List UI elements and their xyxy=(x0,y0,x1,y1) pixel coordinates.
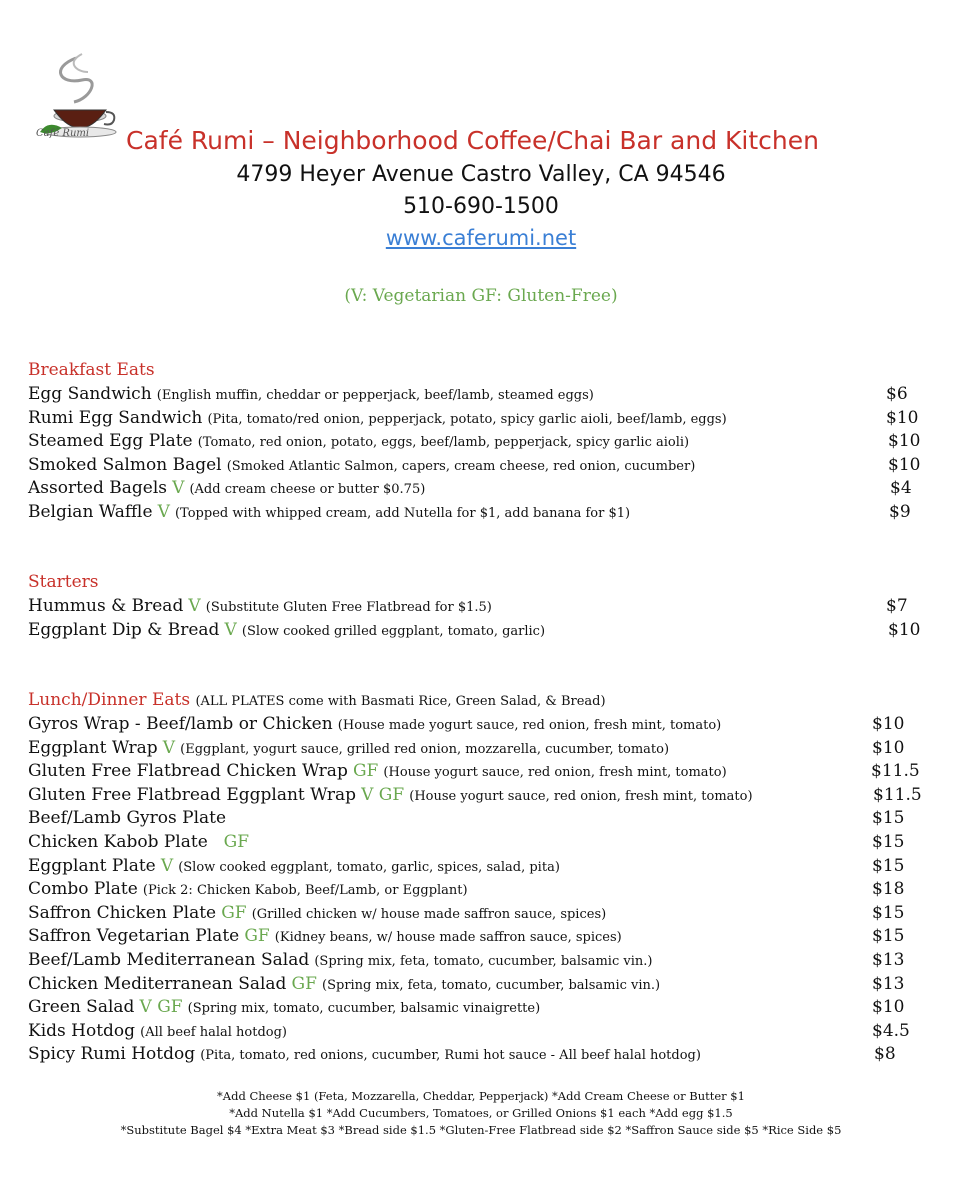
menu-item-description: (Eggplant, yogurt sauce, grilled red onion, mozzarella, cucumber, tomato) xyxy=(180,741,670,757)
menu-item-price: $9 xyxy=(889,502,911,522)
menu-item-name: Beef/Lamb Gyros Plate xyxy=(28,808,227,829)
menu-item-price: $11.5 xyxy=(873,784,922,805)
menu-item-description: (Kidney beans, w/ house made saffron sauce, spices) xyxy=(274,930,622,946)
menu-item-price: $13 xyxy=(872,950,905,970)
diet-legend: (V: Vegetarian GF: Gluten-Free) xyxy=(344,286,618,306)
diet-tag: V GF xyxy=(361,784,405,805)
menu-item xyxy=(28,830,249,854)
menu-item-description: (Pita, tomato/red onion, pepperjack, potato, spicy garlic aioli, beef/lamb, eggs) xyxy=(207,411,727,427)
menu-item-description: (House yogurt sauce, red onion, fresh mint, tomato) xyxy=(409,788,753,804)
menu-item-description: (Substitute Gluten Free Flatbread for $1.5) xyxy=(205,600,492,615)
menu-item-price: $10 xyxy=(888,431,921,452)
menu-item-price: $4.5 xyxy=(872,1020,910,1041)
menu-item-name: Chicken Kabob Plate xyxy=(28,832,208,852)
menu-item-description: (Smoked Atlantic Salmon, capers, cream cheese, red onion, cucumber) xyxy=(226,458,696,474)
menu-item-description: (All beef halal hotdog) xyxy=(140,1024,287,1040)
address: 4799 Heyer Avenue Castro Valley, CA 94546 xyxy=(236,162,726,187)
menu-item-name: Chicken Mediterranean Salad xyxy=(28,973,287,994)
menu-item xyxy=(28,901,606,925)
menu-item xyxy=(28,618,545,642)
menu-item-price: $10 xyxy=(872,997,905,1018)
diet-tag: GF xyxy=(244,926,270,947)
menu-item-name: Belgian Waffle xyxy=(28,502,153,522)
menu-item-description: (English muffin, cheddar or pepperjack, beef/lamb, steamed eggs) xyxy=(156,388,594,403)
menu-item-description: (Slow cooked grilled eggplant, tomato, garlic) xyxy=(241,624,546,639)
menu-item-price: $6 xyxy=(886,384,908,404)
diet-tag: V xyxy=(157,502,170,522)
addons-line-3: *Substitute Bagel $4 *Extra Meat $3 *Bread side $1.5 *Gluten-Free Flatbread side $2 *Saffron Sauce side $5 *Rice Side $5 xyxy=(120,1123,842,1137)
addons-line-2: *Add Nutella $1 *Add Cucumbers, Tomatoes, or Grilled Onions $1 each *Add egg $1.5 xyxy=(229,1106,733,1120)
menu-item xyxy=(28,1042,701,1066)
menu-item-name: Beef/Lamb Mediterranean Salad xyxy=(28,950,310,970)
menu-item xyxy=(28,594,492,618)
menu-item-description: (House yogurt sauce, red onion, fresh mint, tomato) xyxy=(383,765,727,781)
menu-item-name: Eggplant Dip & Bread xyxy=(28,620,220,640)
menu-item xyxy=(28,406,727,430)
menu-item-price: $15 xyxy=(872,832,905,852)
menu-item-name: Egg Sandwich xyxy=(28,384,152,404)
menu-item-name: Smoked Salmon Bagel xyxy=(28,454,222,475)
menu-item-name: Spicy Rumi Hotdog xyxy=(28,1044,196,1065)
diet-tag: GF xyxy=(291,973,317,994)
menu-item-name: Eggplant Plate xyxy=(28,855,156,876)
menu-item-description: (Pick 2: Chicken Kabob, Beef/Lamb, or Eggplant) xyxy=(142,883,468,899)
menu-item-name: Combo Plate xyxy=(28,879,138,900)
menu-item-price: $4 xyxy=(890,478,912,499)
menu-item xyxy=(28,1019,287,1043)
logo-text: Café Rumi xyxy=(36,128,90,139)
menu-item-price: $10 xyxy=(888,454,921,475)
menu-item-name: Kids Hotdog xyxy=(28,1020,136,1041)
phone-number: 510-690-1500 xyxy=(403,194,559,219)
menu-item-description: (Pita, tomato, red onions, cucumber, Rumi hot sauce - All beef halal hotdog) xyxy=(200,1048,701,1064)
menu-item-price: $13 xyxy=(872,973,905,994)
menu-item-price: $18 xyxy=(872,879,905,900)
menu-item xyxy=(28,759,727,783)
menu-item xyxy=(28,877,468,901)
menu-item-name: Rumi Egg Sandwich xyxy=(28,407,203,428)
menu-item-price: $15 xyxy=(872,808,905,829)
menu-item-name: Hummus & Bread xyxy=(28,596,184,616)
menu-item-description: (Spring mix, feta, tomato, cucumber, balsamic vin.) xyxy=(314,954,653,969)
menu-item-price: $8 xyxy=(874,1044,896,1065)
diet-tag: V xyxy=(160,855,174,876)
menu-item-name: Gluten Free Flatbread Chicken Wrap xyxy=(28,761,348,782)
menu-item-price: $15 xyxy=(872,855,905,876)
menu-item xyxy=(28,429,689,453)
section-note-lunch: (ALL PLATES come with Basmati Rice, Green Salad, & Bread) xyxy=(195,694,606,709)
section-title-starters: Starters xyxy=(28,572,99,592)
menu-item xyxy=(28,972,660,996)
menu-item-price: $7 xyxy=(886,596,908,616)
menu-item-price: $10 xyxy=(888,620,921,640)
menu-item xyxy=(28,806,226,830)
menu-item-description: (Grilled chicken w/ house made saffron sauce, spices) xyxy=(251,906,607,922)
menu-item xyxy=(28,995,540,1019)
menu-item-description: (Tomato, red onion, potato, eggs, beef/lamb, pepperjack, spicy garlic aioli) xyxy=(197,435,690,451)
menu-item xyxy=(28,736,669,760)
menu-item xyxy=(28,924,622,948)
menu-item-description: (Spring mix, feta, tomato, cucumber, balsamic vin.) xyxy=(322,977,661,993)
menu-item-name: Gyros Wrap - Beef/lamb or Chicken xyxy=(28,714,333,734)
menu-item xyxy=(28,712,721,736)
diet-tag: GF xyxy=(221,902,247,923)
addons-line-1: *Add Cheese $1 (Feta, Mozzarella, Cheddar, Pepperjack) *Add Cream Cheese or Butter $1 xyxy=(217,1089,745,1103)
menu-item-description: (Spring mix, tomato, cucumber, balsamic vinaigrette) xyxy=(187,1001,541,1017)
menu-item-description: (Add cream cheese or butter $0.75) xyxy=(189,482,426,498)
menu-item-name: Gluten Free Flatbread Eggplant Wrap xyxy=(28,784,357,805)
diet-tag: V xyxy=(224,620,237,640)
section-title-breakfast: Breakfast Eats xyxy=(28,360,155,380)
menu-item-price: $10 xyxy=(872,714,905,734)
menu-item xyxy=(28,500,630,524)
menu-item-description: (Slow cooked eggplant, tomato, garlic, spices, salad, pita) xyxy=(178,859,560,875)
menu-item-name: Saffron Vegetarian Plate xyxy=(28,926,240,947)
menu-item xyxy=(28,948,652,972)
menu-item xyxy=(28,854,560,878)
diet-tag: GF xyxy=(352,761,379,782)
diet-tag: GF xyxy=(212,832,250,852)
diet-tag: V xyxy=(162,737,176,758)
diet-tag: V xyxy=(188,596,201,616)
menu-item-name: Assorted Bagels xyxy=(28,478,167,499)
menu-item-name: Green Salad xyxy=(28,997,135,1018)
menu-item-price: $10 xyxy=(872,737,905,758)
menu-item-price: $10 xyxy=(886,407,919,428)
section-title-lunch-label: Lunch/Dinner Eats xyxy=(28,690,191,710)
section-title-lunch xyxy=(28,690,606,710)
diet-tag: V GF xyxy=(139,997,183,1018)
website-link[interactable]: www.caferumi.net xyxy=(385,226,577,250)
menu-item-price: $11.5 xyxy=(871,761,920,782)
menu-item xyxy=(28,382,594,406)
menu-item xyxy=(28,453,695,477)
diet-tag: V xyxy=(172,478,185,499)
menu-item xyxy=(28,783,753,807)
menu-item-name: Eggplant Wrap xyxy=(28,737,158,758)
menu-item-name: Steamed Egg Plate xyxy=(28,431,193,452)
menu-item-name: Saffron Chicken Plate xyxy=(28,902,217,923)
menu-item xyxy=(28,476,425,500)
page-title: Café Rumi – Neighborhood Coffee/Chai Bar and Kitchen xyxy=(126,126,819,155)
menu-item-price: $15 xyxy=(872,902,905,923)
menu-item-price: $15 xyxy=(872,926,905,947)
menu-item-description: (Topped with whipped cream, add Nutella for $1, add banana for $1) xyxy=(174,506,631,521)
menu-item-description: (House made yogurt sauce, red onion, fresh mint, tomato) xyxy=(337,718,722,733)
